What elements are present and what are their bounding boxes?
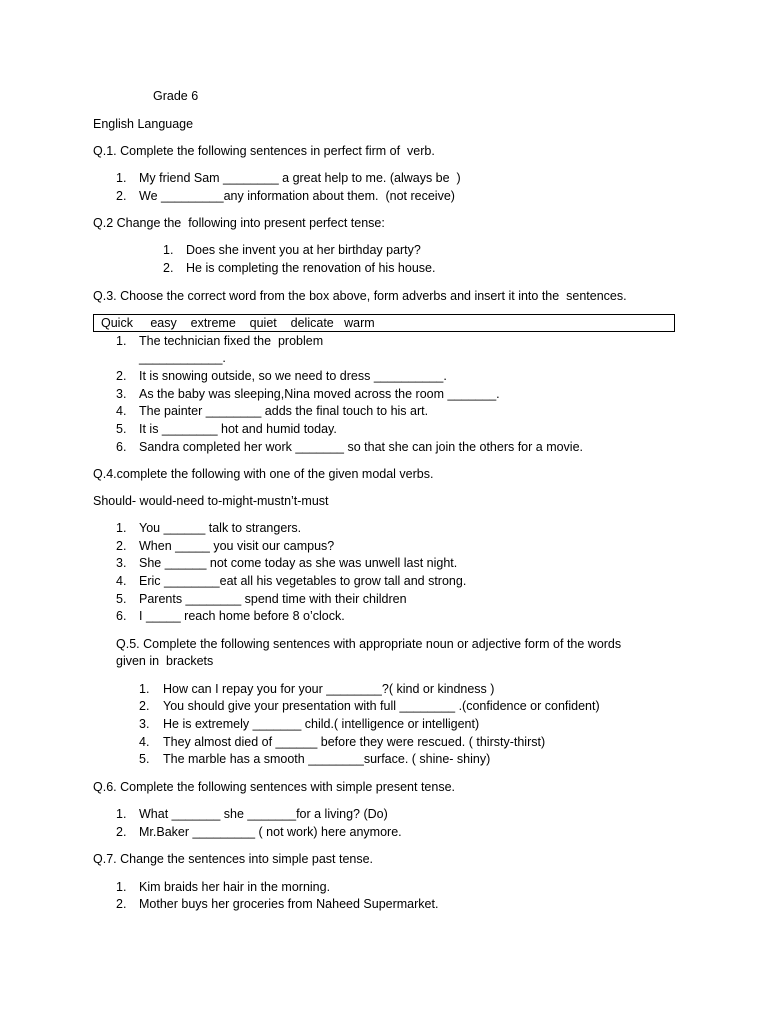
- q1-item-2: We _________any information about them. (not receive): [139, 189, 455, 203]
- list-number: 6.: [116, 609, 127, 623]
- list-number: 2.: [139, 699, 150, 713]
- q5-item-3: He is extremely _______ child.( intelligence or intelligent): [163, 717, 480, 731]
- q4-options: Should- would-need to-might-mustn’t-must: [93, 494, 329, 508]
- list-number: 2.: [116, 539, 127, 553]
- q7-item-1: Kim braids her hair in the morning.: [139, 880, 331, 894]
- list-number: 2.: [116, 825, 127, 839]
- q3-item-2: It is snowing outside, so we need to dress __________.: [139, 369, 447, 383]
- list-number: 1.: [116, 521, 127, 535]
- list-number: 2.: [163, 261, 174, 275]
- list-number: 4.: [116, 574, 127, 588]
- list-number: 2.: [116, 897, 127, 911]
- grade-label: Grade 6: [153, 89, 199, 103]
- subject-label: English Language: [93, 117, 194, 131]
- q6-item-1: What _______ she _______for a living? (Do): [139, 807, 388, 821]
- q4-item-6: I _____ reach home before 8 o’clock.: [139, 609, 345, 623]
- q1-item-1: My friend Sam ________ a great help to me. (always be ): [139, 171, 461, 185]
- list-number: 3.: [139, 717, 150, 731]
- list-number: 1.: [116, 880, 127, 894]
- q2-title: Q.2 Change the following into present perfect tense:: [93, 216, 385, 230]
- q3-item-4: The painter ________ adds the final touch to his art.: [139, 404, 429, 418]
- q3-title: Q.3. Choose the correct word from the box above, form adverbs and insert it into the sentences.: [93, 289, 627, 303]
- list-number: 4.: [139, 735, 150, 749]
- q4-item-5: Parents ________ spend time with their children: [139, 592, 407, 606]
- q4-item-2: When _____ you visit our campus?: [139, 539, 335, 553]
- q5-title-cont: given in brackets: [116, 654, 214, 668]
- word-box-words: Quick easy extreme quiet delicate warm: [101, 316, 375, 330]
- q5-title: Q.5. Complete the following sentences with appropriate noun or adjective form of the words: [116, 637, 622, 651]
- list-number: 2.: [116, 189, 127, 203]
- list-number: 4.: [116, 404, 127, 418]
- q3-item-3: As the baby was sleeping,Nina moved across the room _______.: [139, 387, 500, 401]
- q5-item-5: The marble has a smooth ________surface. ( shine- shiny): [163, 752, 491, 766]
- q4-title: Q.4.complete the following with one of the given modal verbs.: [93, 467, 434, 481]
- q3-item-6: Sandra completed her work _______ so that she can join the others for a movie.: [139, 440, 584, 454]
- list-number: 5.: [116, 592, 127, 606]
- q3-item-1-blank: ____________.: [139, 351, 226, 365]
- list-number: 3.: [116, 387, 127, 401]
- q4-item-1: You ______ talk to strangers.: [139, 521, 302, 535]
- word-box: [93, 314, 675, 332]
- q7-item-2: Mother buys her groceries from Naheed Supermarket.: [139, 897, 439, 911]
- q2-item-2: He is completing the renovation of his house.: [186, 261, 436, 275]
- list-number: 5.: [139, 752, 150, 766]
- list-number: 2.: [116, 369, 127, 383]
- list-number: 3.: [116, 556, 127, 570]
- q2-item-1: Does she invent you at her birthday party?: [186, 243, 421, 257]
- list-number: 6.: [116, 440, 127, 454]
- q4-item-4: Eric ________eat all his vegetables to grow tall and strong.: [139, 574, 467, 588]
- list-number: 1.: [139, 682, 150, 696]
- q3-item-5: It is ________ hot and humid today.: [139, 422, 337, 436]
- q7-title: Q.7. Change the sentences into simple past tense.: [93, 852, 374, 866]
- q1-title: Q.1. Complete the following sentences in perfect firm of verb.: [93, 144, 435, 158]
- q4-item-3: She ______ not come today as she was unwell last night.: [139, 556, 458, 570]
- list-number: 1.: [116, 807, 127, 821]
- q3-item-1: The technician fixed the problem: [139, 334, 324, 348]
- q6-title: Q.6. Complete the following sentences with simple present tense.: [93, 780, 455, 794]
- list-number: 1.: [116, 334, 127, 348]
- q5-item-2: You should give your presentation with full ________ .(confidence or confident): [163, 699, 600, 713]
- list-number: 1.: [163, 243, 174, 257]
- q5-item-1: How can I repay you for your ________?( kind or kindness ): [163, 682, 495, 696]
- q6-item-2: Mr.Baker _________ ( not work) here anymore.: [139, 825, 402, 839]
- list-number: 1.: [116, 171, 127, 185]
- q5-item-4: They almost died of ______ before they were rescued. ( thirsty-thirst): [163, 735, 546, 749]
- list-number: 5.: [116, 422, 127, 436]
